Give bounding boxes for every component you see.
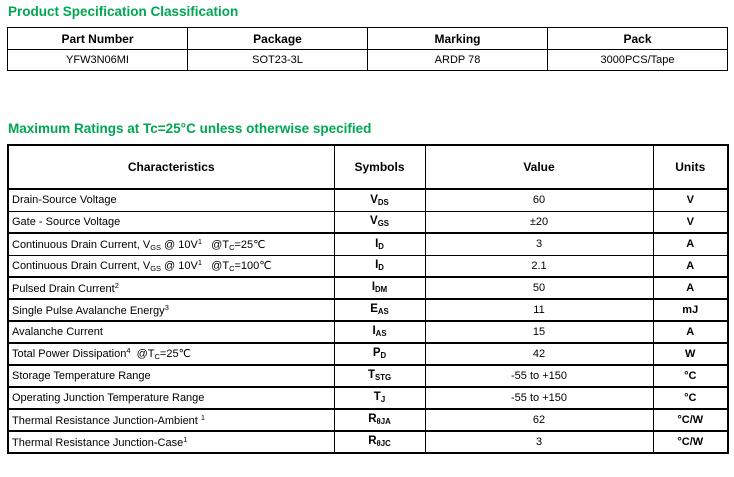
- characteristic-cell: Thermal Resistance Junction-Case$^1$: [8, 431, 334, 453]
- header-package: Package: [188, 28, 368, 50]
- characteristic-cell: Continuous Drain Current, $V_{GS}$ @ $10V^1$ $@T_C=25℃$: [8, 233, 334, 255]
- symbol-cell: $R_{\theta JA}$: [334, 409, 425, 431]
- value-cell: 42: [425, 343, 653, 365]
- section-title-max-ratings: Maximum Ratings at Tc=25°C unless otherwise specified: [8, 121, 372, 136]
- header-part-number: Part Number: [8, 28, 188, 50]
- symbol-cell: $I_D$: [334, 255, 425, 277]
- value-cell: 3: [425, 431, 653, 453]
- table-row: [8, 409, 728, 431]
- unit-cell: V: [653, 211, 728, 233]
- value-cell: 2.1: [425, 255, 653, 277]
- table-row: [8, 387, 728, 409]
- unit-cell: °C: [653, 387, 728, 409]
- unit-cell: °C/W: [653, 409, 728, 431]
- symbol-cell: $P_D$: [334, 343, 425, 365]
- unit-cell: V: [653, 189, 728, 211]
- value-cell: 15: [425, 321, 653, 343]
- characteristic-cell: Avalanche Current: [8, 321, 334, 343]
- value-cell: -55 to +150: [425, 387, 653, 409]
- max-ratings-body: [8, 189, 728, 453]
- package-value: SOT23-3L: [188, 50, 368, 71]
- table-row: [8, 431, 728, 453]
- table-row: [8, 365, 728, 387]
- characteristic-cell: Gate - Source Voltage: [8, 211, 334, 233]
- header-units: Units: [653, 145, 728, 189]
- part-number-value: YFW3N06MI: [8, 50, 188, 71]
- table-row: [8, 277, 728, 299]
- header-marking: Marking: [368, 28, 548, 50]
- symbol-cell: $T_{STG}$: [334, 365, 425, 387]
- pack-value: 3000PCS/Tape: [548, 50, 728, 71]
- symbol-cell: $E_{AS}$: [334, 299, 425, 321]
- characteristic-cell: Storage Temperature Range: [8, 365, 334, 387]
- table-row: [8, 255, 728, 277]
- marking-value: ARDP 78: [368, 50, 548, 71]
- unit-cell: A: [653, 321, 728, 343]
- symbol-cell: $V_{DS}$: [334, 189, 425, 211]
- characteristic-cell: Operating Junction Temperature Range: [8, 387, 334, 409]
- header-symbols: Symbols: [334, 145, 425, 189]
- value-cell: -55 to +150: [425, 365, 653, 387]
- characteristic-cell: Thermal Resistance Junction-Ambient $^1$: [8, 409, 334, 431]
- symbol-cell: $I_{AS}$: [334, 321, 425, 343]
- unit-cell: W: [653, 343, 728, 365]
- symbol-cell: $I_D$: [334, 233, 425, 255]
- value-cell: 3: [425, 233, 653, 255]
- characteristic-cell: Drain-Source Voltage: [8, 189, 334, 211]
- value-cell: 11: [425, 299, 653, 321]
- symbol-cell: $R_{\theta JC}$: [334, 431, 425, 453]
- product-spec-table: [7, 27, 728, 71]
- unit-cell: °C: [653, 365, 728, 387]
- header-pack: Pack: [548, 28, 728, 50]
- characteristic-cell: Continuous Drain Current, $V_{GS}$ @ $10V^1$ $@T_C=100℃$: [8, 255, 334, 277]
- characteristic-cell: Pulsed Drain Current$^2$: [8, 277, 334, 299]
- characteristic-cell: Single Pulse Avalanche Energy$^3$: [8, 299, 334, 321]
- symbol-cell: $T_J$: [334, 387, 425, 409]
- unit-cell: mJ: [653, 299, 728, 321]
- table-row: [8, 211, 728, 233]
- value-cell: 60: [425, 189, 653, 211]
- value-cell: 62: [425, 409, 653, 431]
- value-cell: ±20: [425, 211, 653, 233]
- symbol-cell: $V_{GS}$: [334, 211, 425, 233]
- header-value: Value: [425, 145, 653, 189]
- characteristic-cell: Total Power Dissipation$^4$ $@T_C=25℃$: [8, 343, 334, 365]
- header-characteristics: Characteristics: [8, 145, 334, 189]
- unit-cell: °C/W: [653, 431, 728, 453]
- table-row: [8, 233, 728, 255]
- table-row: [8, 189, 728, 211]
- section-title-product-spec: Product Specification Classification: [8, 4, 239, 19]
- unit-cell: A: [653, 277, 728, 299]
- spec-header-row: [8, 28, 728, 50]
- max-ratings-header-row: [8, 145, 728, 189]
- symbol-cell: $I_{DM}$: [334, 277, 425, 299]
- spec-data-row: [8, 50, 728, 71]
- table-row: [8, 343, 728, 365]
- max-ratings-table: [7, 144, 729, 454]
- table-row: [8, 299, 728, 321]
- value-cell: 50: [425, 277, 653, 299]
- unit-cell: A: [653, 255, 728, 277]
- unit-cell: A: [653, 233, 728, 255]
- table-row: [8, 321, 728, 343]
